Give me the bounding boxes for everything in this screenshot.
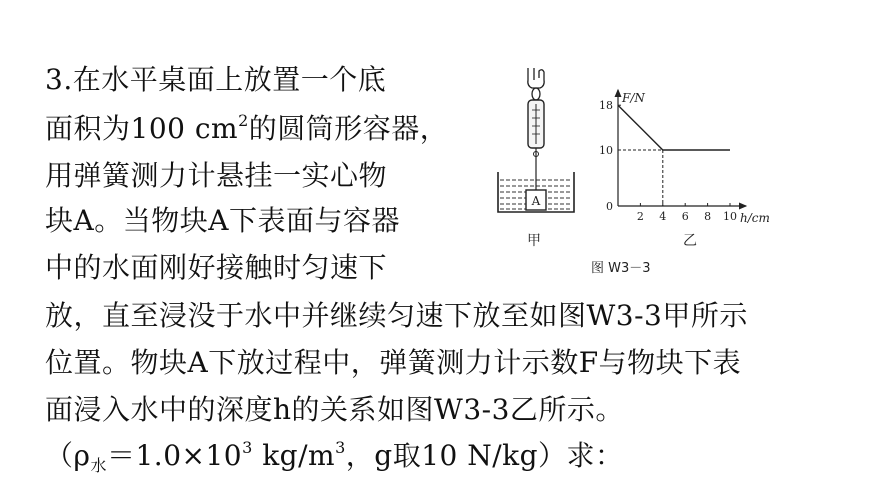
problem-line-7: 位置。物块A下放过程中，弹簧测力计示数F与物块下表 [45, 346, 742, 379]
problem-line-1: 3.在水平桌面上放置一个底 [45, 63, 387, 96]
problem-line-4: 块A。当物块A下表面与容器 [45, 204, 400, 237]
y-tick-label: 0 [606, 200, 613, 213]
x-tick-label: 8 [704, 210, 712, 223]
problem-line-5: 中的水面刚好接触时匀速下 [45, 251, 388, 284]
hand-icon [528, 68, 544, 88]
problem-line-9: （$\rho_水=1.0\times 10^3$ $kg/m^3$，g取10 N/kg）求： [45, 438, 624, 475]
problem-line-2: 面积为100 $cm^2$的圆筒形容器， [45, 111, 449, 145]
x-tick-label: 6 [681, 210, 689, 223]
force-depth-graph [596, 82, 786, 232]
apparatus-label: 甲 [527, 233, 541, 249]
x-tick-label: 10 [723, 210, 737, 223]
y-axis-label: F/N [622, 91, 645, 105]
problem-line-3: 用弹簧测力计悬挂一实心物 [45, 159, 388, 192]
y-tick-label: 10 [599, 144, 613, 157]
problem-line-8: 面浸入水中的深度h的关系如图W3-3乙所示。 [45, 393, 624, 426]
x-tick-label: 2 [636, 210, 644, 223]
block-a-label: A [531, 194, 541, 208]
series-line [618, 105, 730, 150]
apparatus-figure [490, 62, 580, 222]
problem-line-6: 放，直至浸没于水中并继续匀速下放至如图W3-3甲所示 [45, 299, 748, 332]
y-tick-label: 18 [599, 99, 613, 113]
figure-caption: 图 W3－3 [591, 261, 651, 276]
x-axis-label: h/cm [740, 211, 770, 225]
graph-label: 乙 [683, 233, 697, 249]
x-tick-label: 4 [659, 210, 667, 223]
